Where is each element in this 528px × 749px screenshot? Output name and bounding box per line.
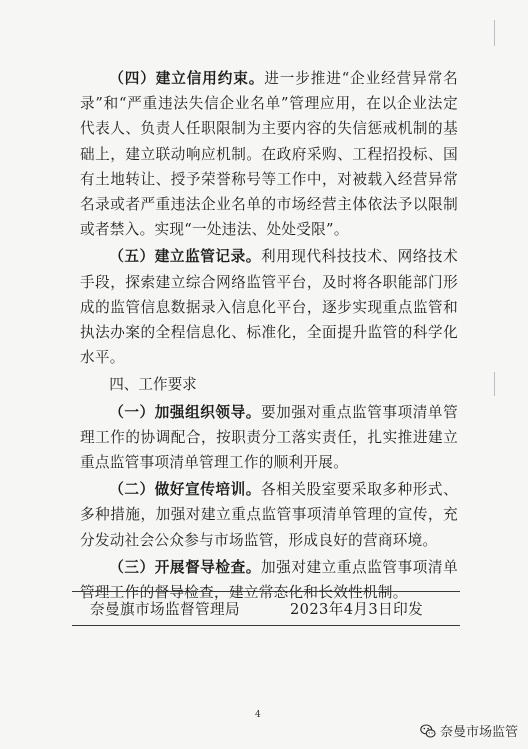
paragraph-supervision-records: [80, 244, 458, 370]
paragraph-credit-constraint: [80, 66, 458, 242]
paragraph-organization: [80, 400, 458, 476]
paragraph-lead: （一）加强组织领导。: [109, 403, 261, 421]
wechat-icon: [420, 723, 436, 739]
paragraph-text: 加强对建立重点监管事项清单管理工作的督导检查，建立常态化和长效性机制。: [80, 558, 458, 602]
paragraph-text: 利用现代科技技术、网络技术手段，探索建立综合网络监管平台，及时将各职能部门形成的监管信息数据录入信息化平台，逐步实现重点监管和执法办案的全程信息化、标准化，全面提升监管的科学化水平。: [80, 248, 458, 367]
paragraph-text: 要加强对重点监管事项清单管理工作的协调配合，按职责分工落实责任，扎实推进建立重点监管事项清单管理工作的顺利开展。: [80, 403, 458, 472]
section-heading: 四、工作要求: [109, 376, 197, 394]
issue-date: 2023年4月3日印发: [290, 601, 424, 618]
footer-rule-bottom: [72, 625, 460, 626]
scan-edge-mark: [494, 20, 495, 46]
paragraph-lead: （二）做好宣传培训。: [109, 481, 261, 499]
page-number: 4: [255, 710, 261, 720]
paragraph-lead: （三）开展督导检查。: [109, 558, 261, 576]
paragraph-text: 各相关股室要采取多种形式、多种措施，加强对建立重点监管事项清单管理的宣传，充分发动社会公众参与市场监管，形成良好的营商环境。: [80, 481, 458, 549]
issuer-name: 奈曼旗市场监督管理局: [90, 601, 240, 618]
paragraph-text: 进一步推进“企业经营异常名录”和“严重违法失信企业名单”管理应用，在以企业法定代表人、负责人任职限制为主要内容的失信惩戒机制的基础上，建立联动响应机制。在政府采购、工程招投标、国有土地转让、授予荣誉称号等工作中，对被载入经营异常名录或者严重违法企业名单的市场经营主体依法予以限制或者禁入。实现“一处违法、处处受限”。: [80, 70, 458, 239]
paragraph-publicity: [80, 477, 458, 553]
paragraph-lead: （四）建立信用约束。: [109, 70, 265, 87]
paragraph-lead: （五）建立监管记录。: [109, 248, 261, 266]
watermark-text: 奈曼市场监管: [439, 725, 518, 740]
scan-edge-mark: [494, 372, 495, 396]
footer-rule-top: [72, 591, 460, 592]
document-body: [80, 66, 458, 607]
watermark: [420, 721, 518, 740]
